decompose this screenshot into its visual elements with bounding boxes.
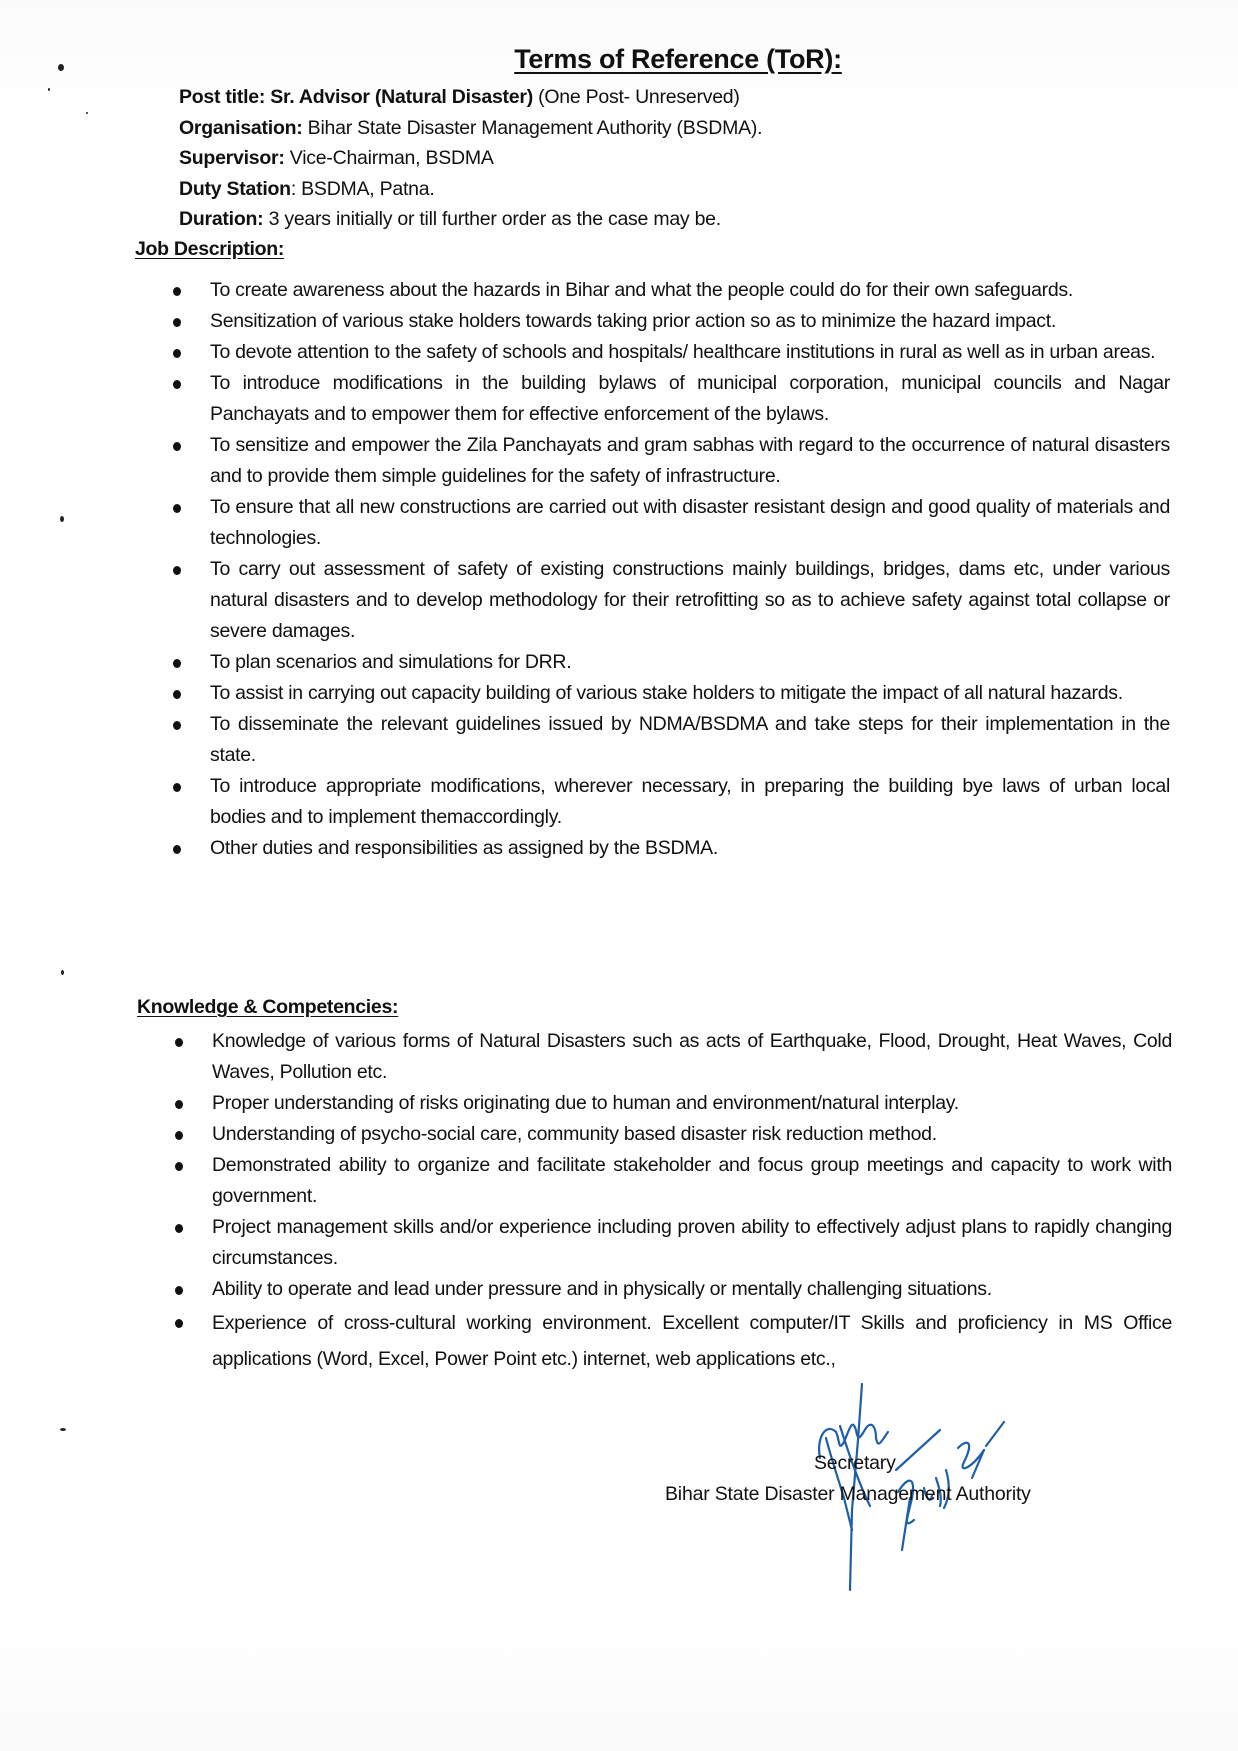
list-item: Other duties and responsibilities as assigned by the BSDMA. [170,833,1170,864]
scan-speck [48,88,50,91]
duty-station-value: : BSDMA, Patna. [290,177,435,200]
bullet-icon [173,783,181,792]
bullet-icon [173,721,181,730]
bullet-icon [173,380,181,389]
supervisor-row [179,143,762,174]
bullet-icon [173,566,181,575]
list-item: To carry out assessment of safety of existing constructions mainly buildings, bridges, dams etc, under various natural disasters and to develop methodology for their retrofitting so as to achieve safety against total collapse or severe damages. [170,554,1170,647]
bullet-icon [173,318,181,327]
bullet-icon [175,1162,183,1171]
list-item: Proper understanding of risks originating due to human and environment/natural interplay. [172,1088,1172,1119]
bullet-icon [173,504,181,513]
organisation-row [179,113,762,144]
list-item: Knowledge of various forms of Natural Disasters such as acts of Earthquake, Flood, Drought, Heat Waves, Cold Waves, Pollution etc. [172,1026,1172,1088]
list-item: To assist in carrying out capacity building of various stake holders to mitigate the impact of all natural hazards. [170,678,1170,709]
document-title: Terms of Reference (ToR): [514,44,842,74]
duration-value: 3 years initially or till further order as the case may be. [263,208,721,230]
bullet-icon [173,349,181,358]
supervisor-label: Supervisor: [179,147,285,169]
duration-label: Duration: [179,208,264,230]
bullet-icon [175,1319,183,1328]
scan-speck [61,970,64,975]
bullet-icon [173,659,181,668]
bullet-icon [175,1131,183,1140]
list-item: To introduce appropriate modifications, wherever necessary, in preparing the building bye laws of urban local bodies and to implement themaccordingly. [170,771,1170,833]
list-item: To sensitize and empower the Zila Panchayats and gram sabhas with regard to the occurrence of natural disasters and to provide them simple guidelines for the safety of infrastructure. [170,430,1170,492]
duration-row [179,204,762,235]
duty-station-row [179,174,762,205]
bullet-icon [175,1286,183,1295]
list-item: To create awareness about the hazards in Bihar and what the people could do for their own safeguards. [170,275,1170,306]
post-title-value: (One Post- Unreserved) [532,86,740,108]
duty-station-label: Duty Station [179,177,291,200]
list-item: Demonstrated ability to organize and facilitate stakeholder and focus group meetings and capacity to work with government. [172,1150,1172,1212]
list-item: Sensitization of various stake holders towards taking prior action so as to minimize the hazard impact. [170,306,1170,337]
scan-speck [60,1428,66,1431]
bullet-icon [173,690,181,699]
post-details [179,82,762,235]
list-item: To ensure that all new constructions are carried out with disaster resistant design and good quality of materials and technologies. [170,492,1170,554]
organisation-value: Bihar State Disaster Management Authority (BSDMA). [302,116,763,139]
list-item: Project management skills and/or experience including proven ability to effectively adjust plans to rapidly changing circumstances. [172,1212,1172,1274]
bullet-icon [173,442,181,451]
post-title-label: Post title: Sr. Advisor (Natural Disaster) [179,86,533,108]
list-item: To introduce modifications in the building bylaws of municipal corporation, municipal councils and Nagar Panchayats and to empower them for effective enforcement of the bylaws. [170,368,1170,430]
scan-speck [60,516,64,522]
list-item: To disseminate the relevant guidelines issued by NDMA/BSDMA and take steps for their implementation in the state. [170,709,1170,771]
bullet-icon [173,845,181,854]
knowledge-competencies-heading: Knowledge & Competencies: [137,996,399,1018]
signatory-organisation: Bihar State Disaster Management Authority [665,1483,1031,1505]
job-description-heading: Job Description: [135,238,285,260]
post-title-row [179,82,762,113]
list-item: Experience of cross-cultural working environment. Excellent computer/IT Skills and proficiency in MS Office applications (Word, Excel, Power Point etc.) internet, web applications etc., [172,1305,1172,1377]
bullet-icon [175,1038,183,1047]
list-item: To devote attention to the safety of schools and hospitals/ healthcare institutions in rural as well as in urban areas. [170,337,1170,368]
list-item: Understanding of psycho-social care, community based disaster risk reduction method. [172,1119,1172,1150]
signatory-designation: Secretary [814,1452,896,1474]
list-item: To plan scenarios and simulations for DRR. [170,647,1170,678]
bullet-icon [173,287,181,296]
supervisor-value: Vice-Chairman, BSDMA [284,147,494,169]
knowledge-competencies-list [172,1026,1172,1377]
list-item: Ability to operate and lead under pressure and in physically or mentally challenging situations. [172,1274,1172,1305]
scan-speck [86,112,88,114]
signature-block [640,1380,1120,1600]
organisation-label: Organisation: [179,116,303,139]
bullet-icon [175,1100,183,1109]
bullet-icon [175,1224,183,1233]
job-description-list [170,275,1170,864]
